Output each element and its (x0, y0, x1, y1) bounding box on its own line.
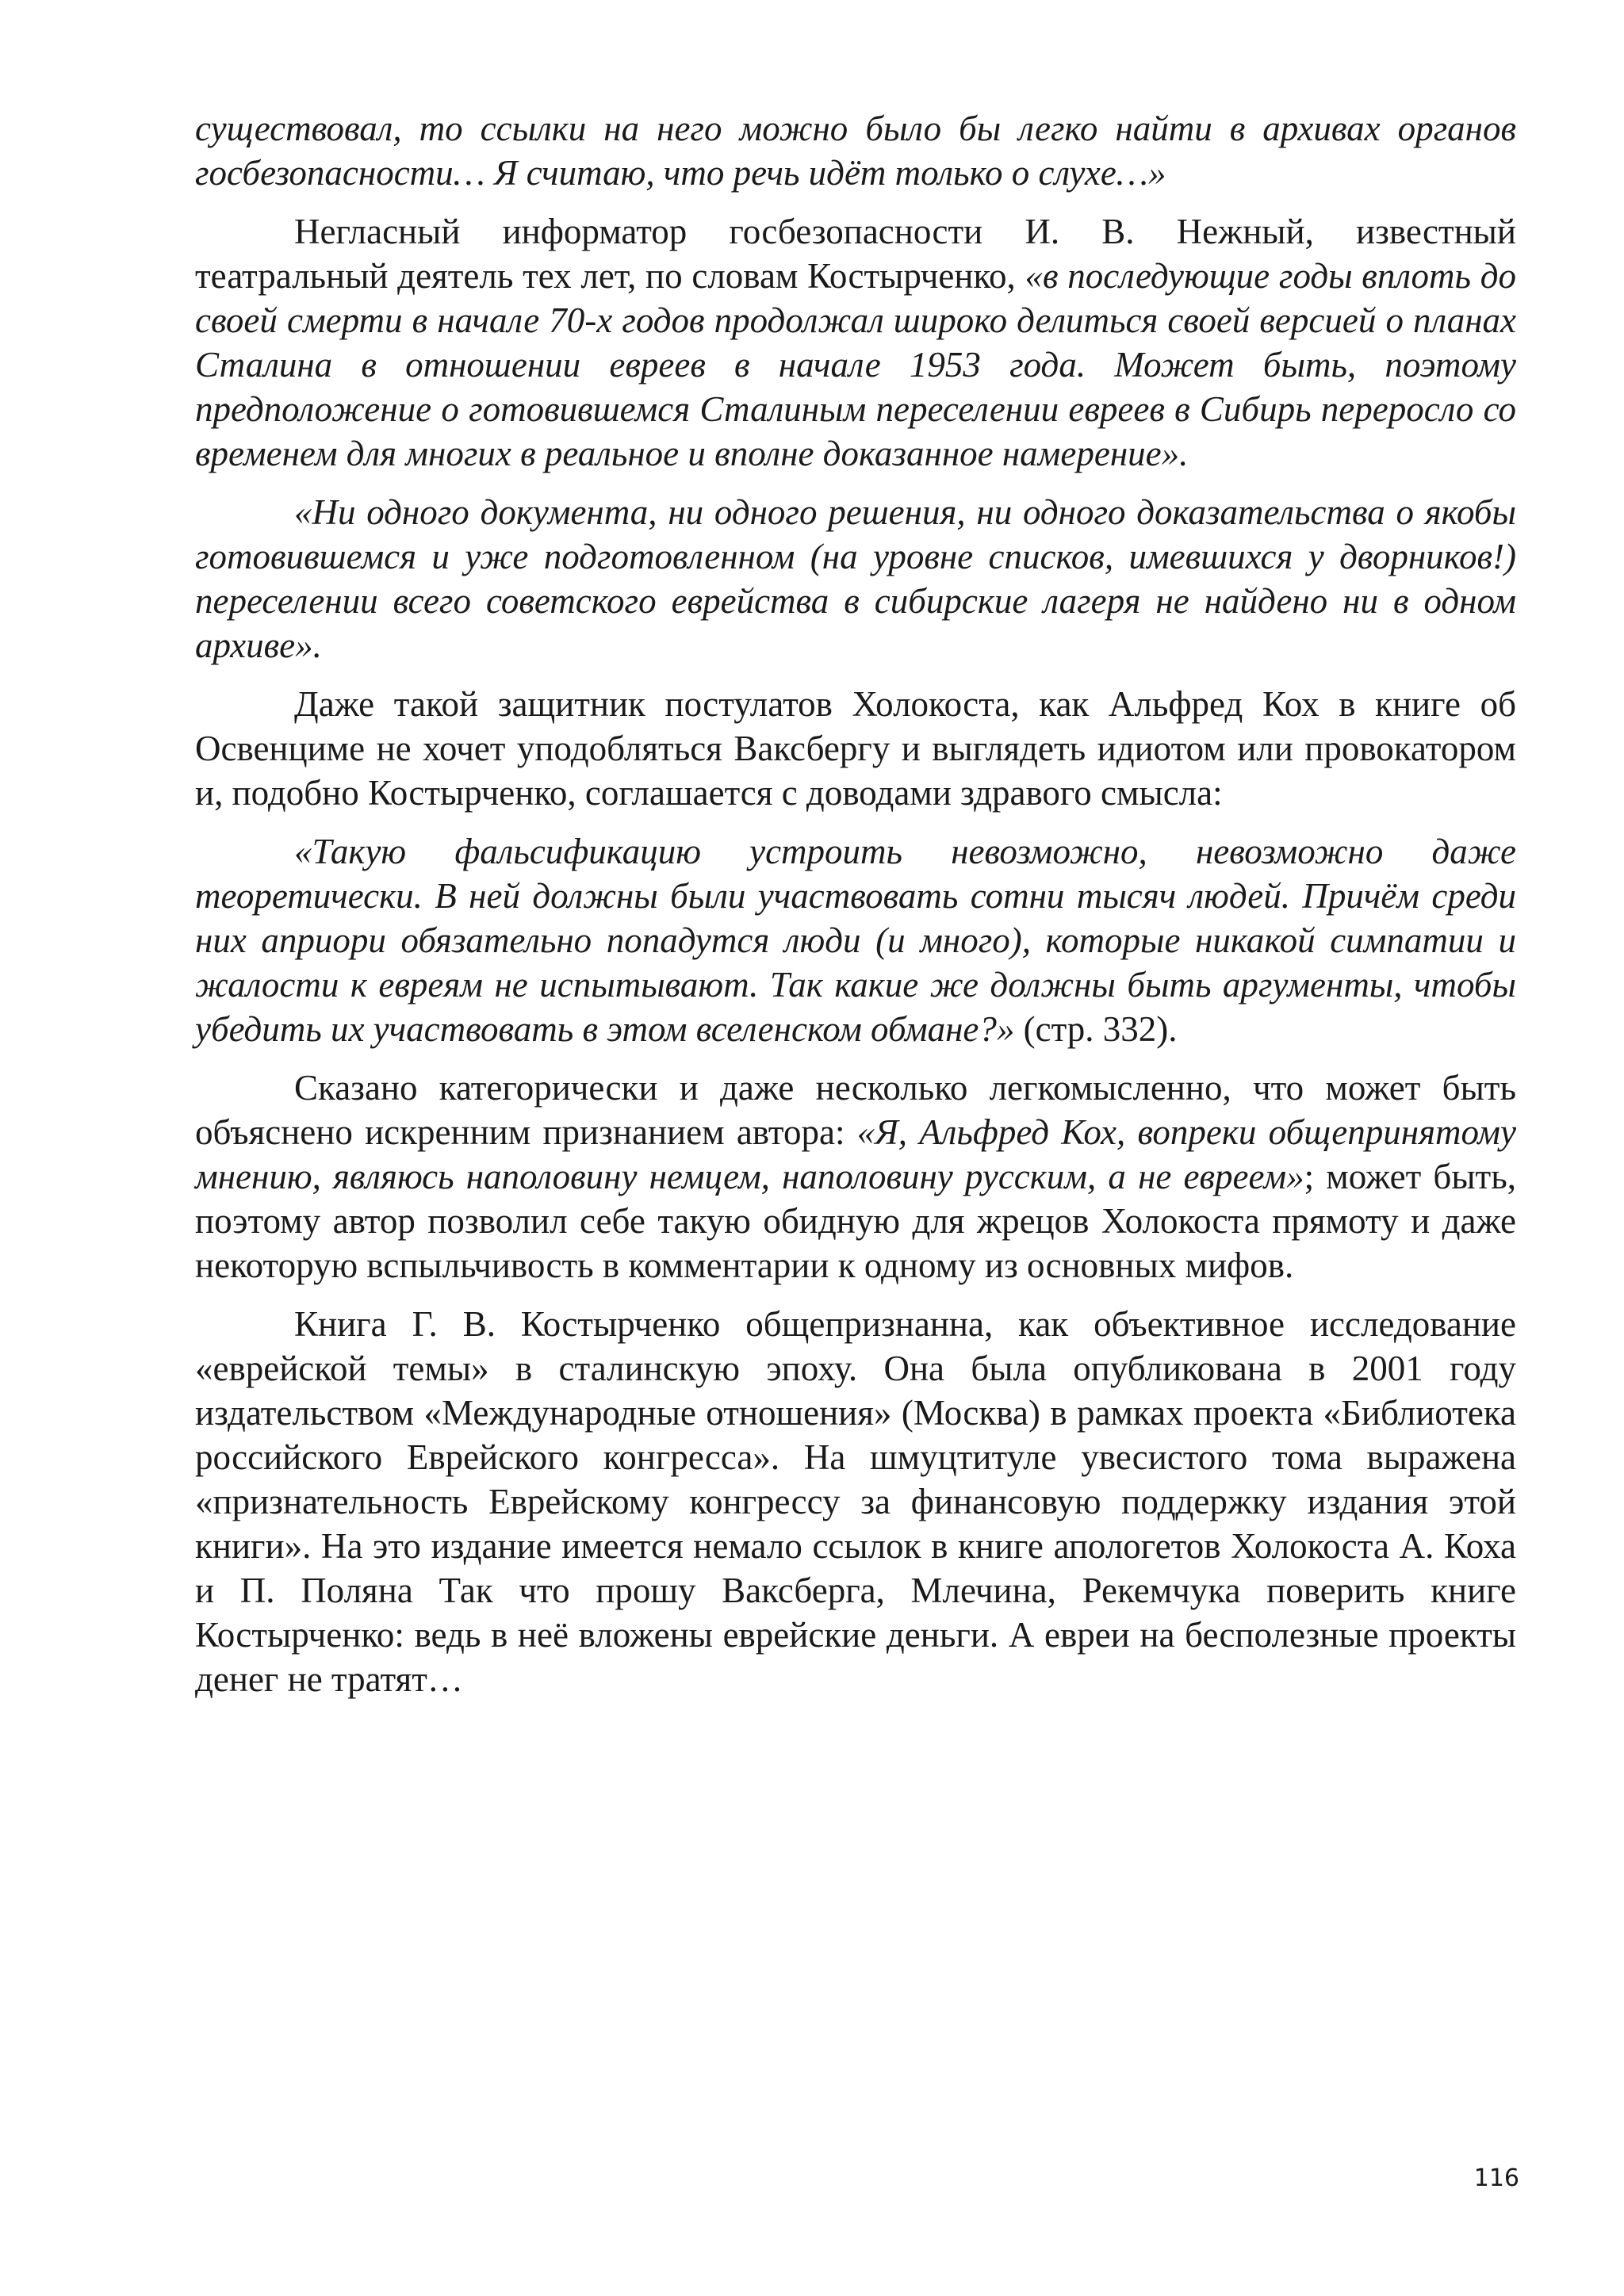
page-reference: (стр. 332). (1014, 1009, 1178, 1049)
paragraph-text: Негласный информатор госбезопасности И. В. Нежный, известный театральный деятель тех лет, по словам Костырченко, (195, 212, 1516, 296)
paragraph-7 (195, 1302, 1516, 1701)
paragraph-1 (195, 106, 1516, 195)
paragraph-3 (195, 490, 1516, 668)
paragraph-text: Даже такой защитник постулатов Холокоста, как Альфред Кох в книге об Освенциме не хочет уподобляться Ваксбергу и выглядеть идиотом или провокатором и, подобно Костырченко, соглашается с доводами здравого смысла: (195, 684, 1516, 813)
quote-no-document: «Ни одного документа, ни одного решения, ни одного доказательства о якобы готовившемся и уже подготовленном (на уровне списков, имевшихся у дворников!) переселении всего советского еврейства в сибирские лагеря не найдено ни в одном архиве». (195, 492, 1516, 665)
paragraph-text: Книга Г. В. Костырченко общепризнанна, как объективное исследование «еврейской темы» в сталинскую эпоху. Она была опубликована в 2001 году издательством «Международные отношения» (Москва) в рамках проекта «Библиотека российского Еврейского конгресса». На шмуцтитуле увесистого тома выражена «признательность Еврейскому конгрессу за финансовую поддержку издания этой книги». На это издание имеется немало ссылок в книге апологетов Холокоста А. Коха и П. Поляна Так что прошу Ваксберга, Млечина, Рекемчука поверить книге Костырченко: ведь в неё вложены еврейские деньги. А евреи на бесполезные проекты денег не тратят… (195, 1304, 1516, 1699)
paragraph-text-continuation: ; может быть, поэтому автор позволил себе такую обидную для жрецов Холокоста прямоту и даже некоторую вспыльчивость в комментарии к одному из основных мифов. (195, 1157, 1516, 1285)
quote-koch: «Такую фальсификацию устроить невозможно, невозможно даже теоретически. В ней должны были участвовать сотни тысяч людей. Причём среди них априори обязательно попадутся люди (и много), которые никакой симпатии и жалости к евреям не испытывают. Так какие же должны быть аргументы, чтобы убедить их участвовать в этом вселенском обмане?» (195, 832, 1516, 1049)
quote-continuation: существовал, то ссылки на него можно было бы легко найти в архивах органов госбезопасности… Я считаю, что речь идёт только о слухе…» (195, 109, 1516, 193)
paragraph-2 (195, 209, 1516, 476)
quote-koch-origin: «Я, Альфред Кох, вопреки общепринятому мнению, являюсь наполовину немцем, наполовину русским, а не евреем» (195, 1112, 1516, 1196)
paragraph-4 (195, 682, 1516, 815)
body-text (195, 106, 1516, 1716)
paragraph-5 (195, 829, 1516, 1051)
quote-kostyrchenko: «в последующие годы вплоть до своей смерти в начале 70-х годов продолжал широко делиться своей версией о планах Сталина в отношении евреев в начале 1953 года. Может быть, поэтому предположение о готовившемся Сталиным переселении евреев в Сибирь переросло со временем для многих в реальное и вполне доказанное намерение». (195, 256, 1516, 473)
paragraph-text: Сказано категорически и даже несколько легкомысленно, что может быть объяснено искренним признанием автора: (195, 1068, 1516, 1152)
paragraph-6 (195, 1066, 1516, 1288)
page-number: 116 (1473, 2164, 1519, 2192)
